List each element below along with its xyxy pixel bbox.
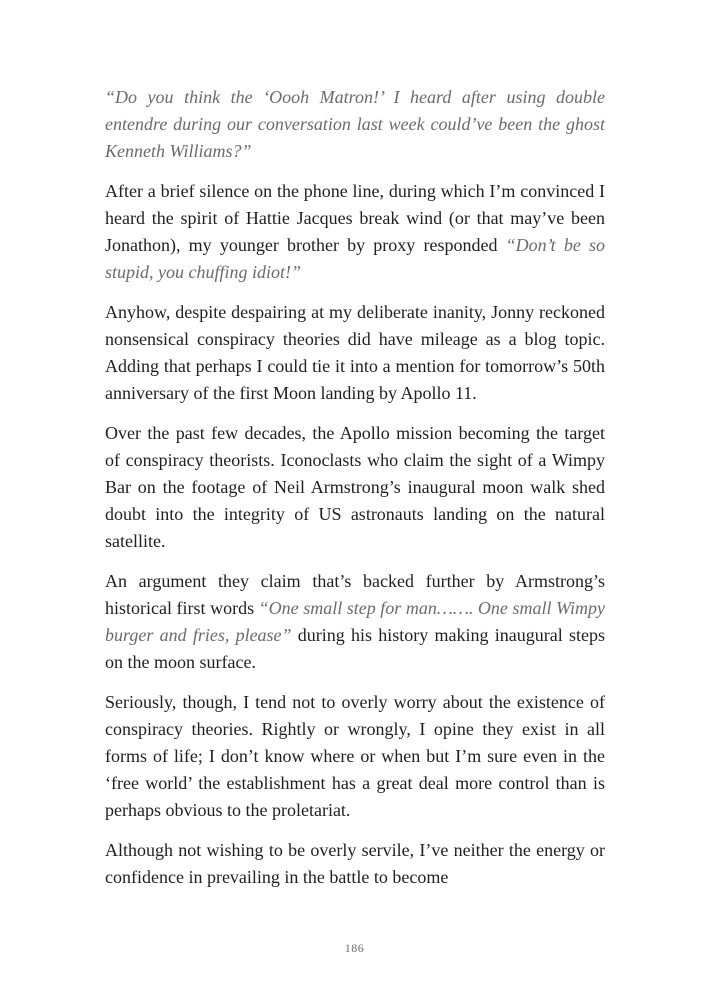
page-number: 186 [344,941,365,955]
paragraph [105,837,605,891]
paragraph [105,568,605,676]
quote-text: “One small step for man……. One small Wimpy burger and fries, please” [105,598,606,645]
body-text: After a brief silence on the phone line, during which I’m convinced I heard the spirit of Hattie Jacques break wind (or that may’ve been Jonathon), my younger brother by proxy responded [105,181,605,255]
paragraph [105,689,605,824]
body-text: Over the past few decades, the Apollo mission becoming the target of conspiracy theorists. Iconoclasts who claim the sight of a Wimpy Bar on the footage of Neil Armstrong’s inaugural moon walk shed doubt into the integrity of US astronauts landing on the natural satellite. [105,423,605,551]
body-text: Anyhow, despite despairing at my deliberate inanity, Jonny reckoned nonsensical conspiracy theories did have mileage as a blog topic. Adding that perhaps I could tie it into a mention for tomorrow’s 50th anniversary of the first Moon landing by Apollo 11. [105,302,605,403]
page-content [105,84,605,891]
quote-text: “Don’t be so stupid, you chuffing idiot!” [105,235,605,282]
paragraph [105,84,605,165]
paragraph [105,420,605,555]
paragraph [105,178,605,286]
body-text: An argument they claim that’s backed further by Armstrong’s historical first words [105,571,605,618]
body-text: Although not wishing to be overly servile, I’ve neither the energy or confidence in prevailing in the battle to become [105,840,605,887]
paragraph [105,299,605,407]
body-text: during his history making inaugural steps on the moon surface. [105,625,605,672]
body-text: Seriously, though, I tend not to overly worry about the existence of conspiracy theories. Rightly or wrongly, I opine they exist in all forms of life; I don’t know where or when but I’m sure even in the ‘free world’ the establishment has a great deal more control than is perhaps obvious to the proletariat. [105,692,605,820]
quote-text: “Do you think the ‘Oooh Matron!’ I heard after using double entendre during our conversation last week could’ve been the ghost Kenneth Williams?” [105,87,605,161]
